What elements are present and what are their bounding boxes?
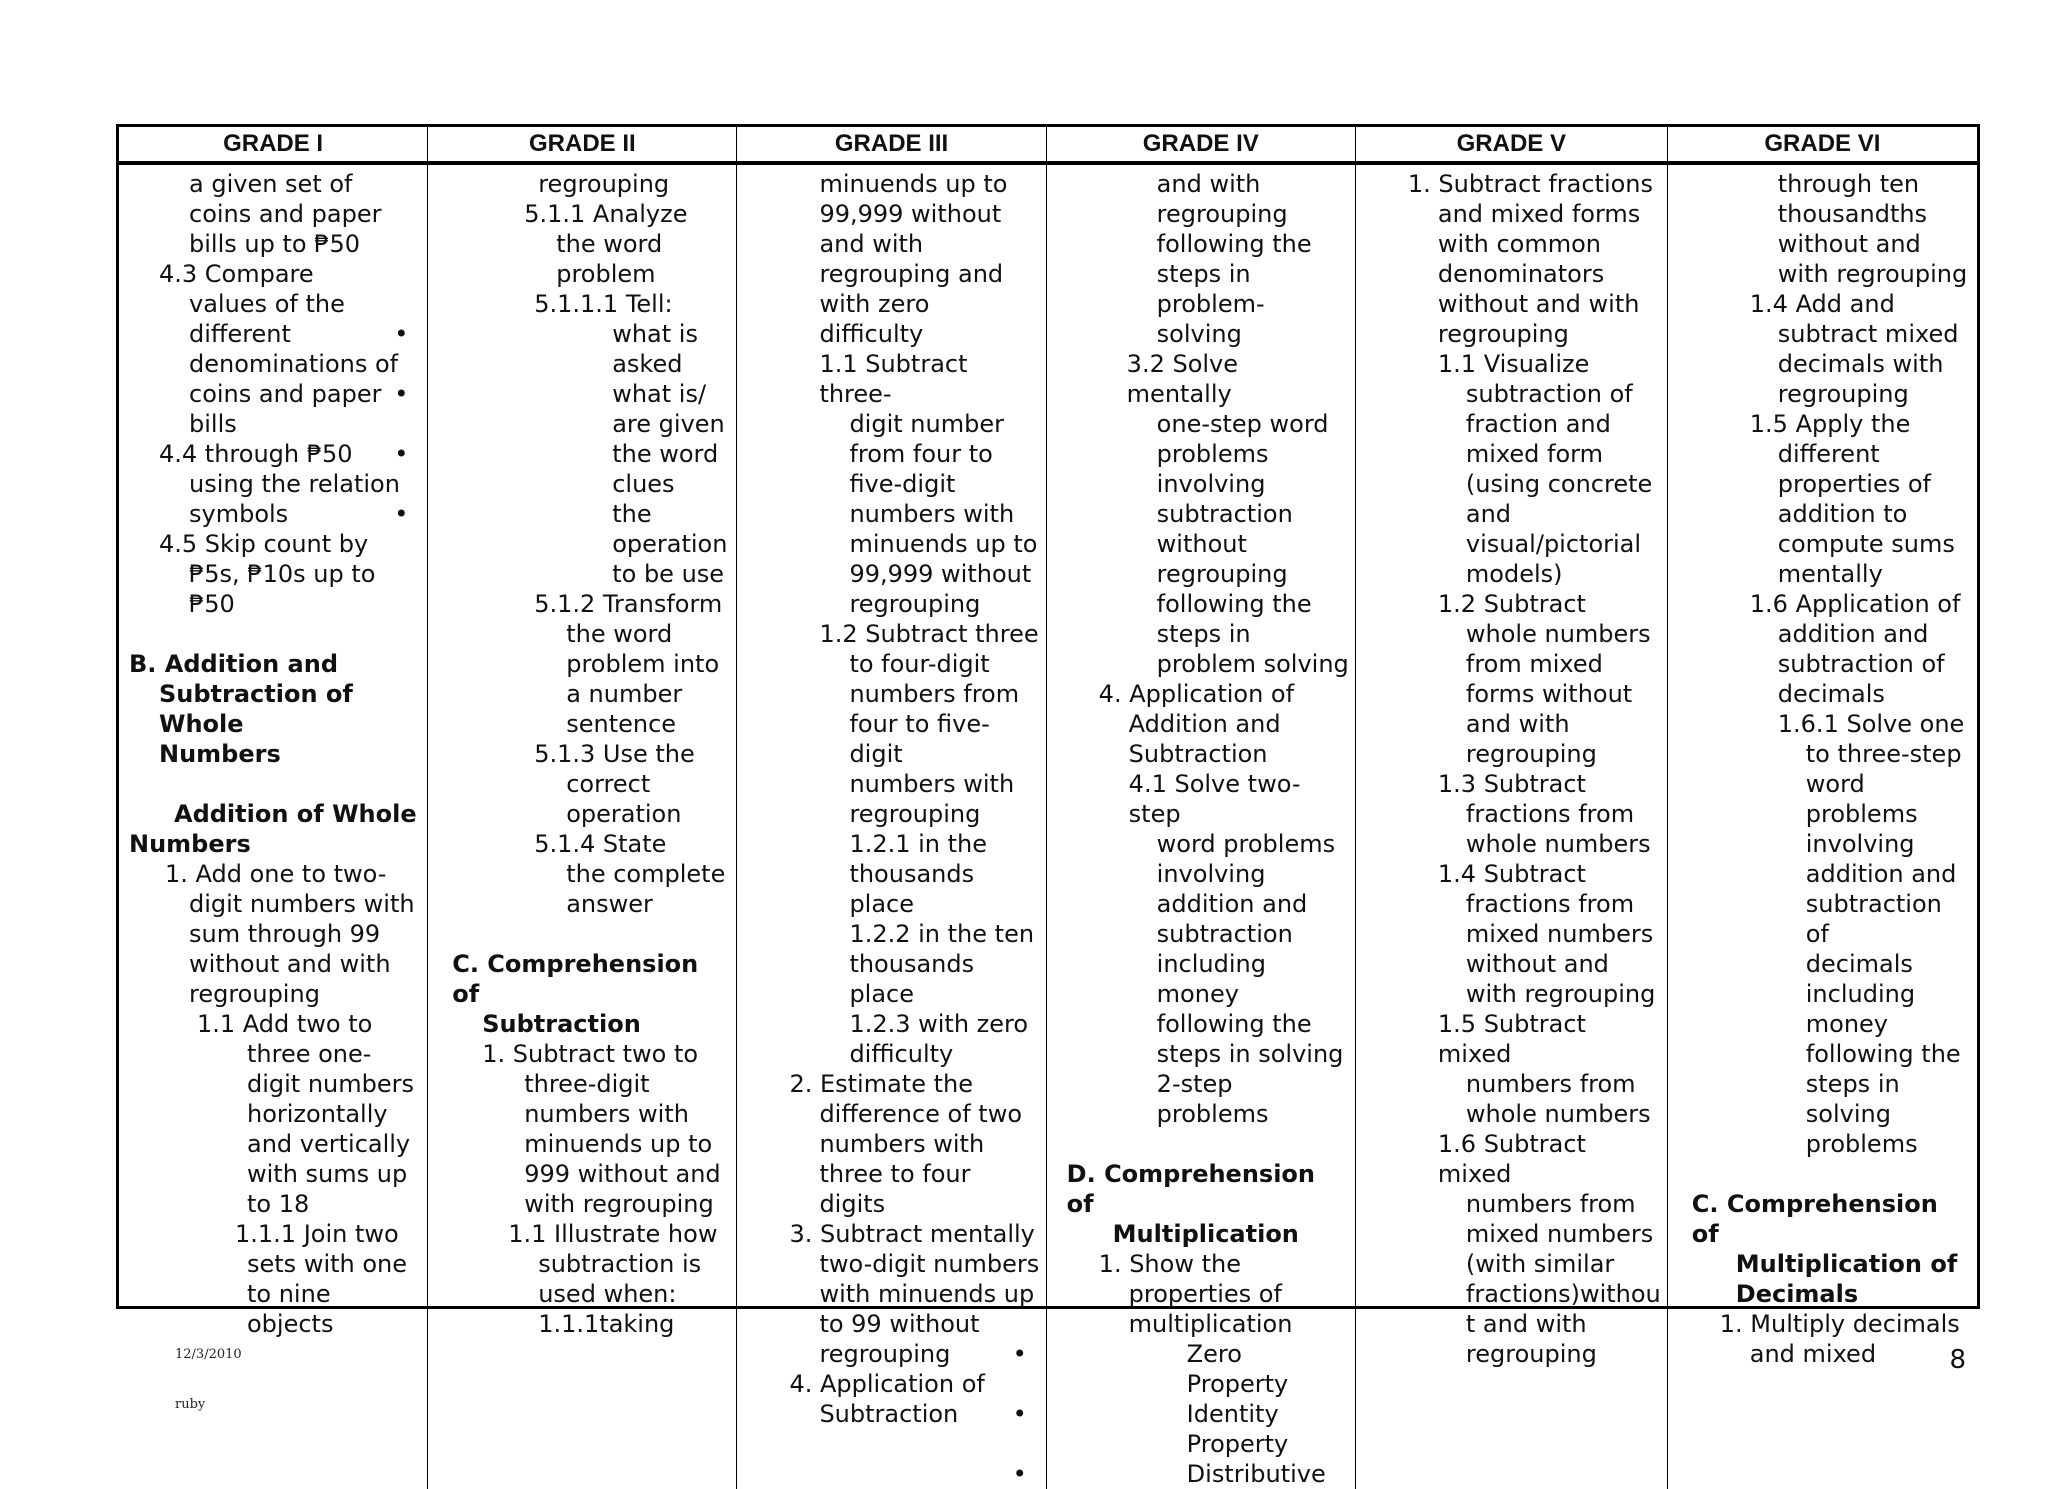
grade-4-column [1047, 165, 1356, 1489]
header-grade-3: GRADE III [737, 127, 1046, 165]
cell-line: including [1805, 980, 1916, 1008]
cell-line: problems [1805, 800, 1918, 828]
cell-line: fractions from [1465, 800, 1635, 828]
cell-line: 1.3 Subtract [1437, 770, 1586, 798]
cell-line: 1.4 Subtract [1437, 860, 1586, 888]
cell-line: and [1465, 500, 1512, 528]
cell-line: to 99 without [819, 1310, 980, 1338]
cell-line: 1. Subtract two to [482, 1040, 699, 1068]
cell-line: the complete [566, 860, 726, 888]
cell-line: word problems [1156, 830, 1336, 858]
cell-line: Addition of Whole [174, 800, 417, 828]
cell-line: problem-solving [1156, 290, 1265, 348]
cell-line: regrouping [1437, 320, 1569, 348]
cell-line: • Zero Property [1057, 1339, 1349, 1399]
cell-line: subtract mixed [1777, 320, 1959, 348]
cell-line: involving [1805, 830, 1915, 858]
cell-line: regrouping [1156, 560, 1288, 588]
grade-1-column [119, 165, 428, 1489]
cell-line: digit numbers with [189, 890, 415, 918]
cell-line: with minuends up [819, 1280, 1035, 1308]
cell-line: with zero difficulty [819, 290, 930, 348]
cell-line: B. Addition and [129, 650, 339, 678]
cell-line: mixed numbers [1465, 920, 1654, 948]
cell-line: mixed numbers [1465, 1220, 1654, 1248]
cell-line: subtraction of [1465, 380, 1633, 408]
cell-line: money [1156, 980, 1239, 1008]
cell-line: properties of [1128, 1280, 1282, 1308]
cell-line: four to five-digit [849, 710, 990, 768]
cell-line: from four to [849, 440, 993, 468]
cell-line: regrouping [538, 170, 670, 198]
cell-line: without and [1465, 950, 1609, 978]
cell-line: Numbers [129, 830, 251, 858]
cell-line: a given set of [189, 170, 353, 198]
cell-line: are given [612, 410, 725, 438]
cell-line: numbers from [1465, 1070, 1636, 1098]
cell-line: with common [1437, 230, 1601, 258]
cell-line: Property [1186, 1430, 1289, 1458]
cell-line: decimals with [1777, 350, 1944, 378]
cell-line: 1.1 Add two to [197, 1010, 373, 1038]
cell-line: decimals [1805, 950, 1913, 978]
cell-line: mentally [1777, 560, 1883, 588]
cell-line: to three-step [1805, 740, 1962, 768]
cell-line: 3.2 Solve mentally [1126, 350, 1239, 408]
cell-line: 1.1 Illustrate how [508, 1220, 718, 1248]
cell-line: through ten [1777, 170, 1920, 198]
cell-line: properties of [1777, 470, 1931, 498]
cell-line: following the [1805, 1040, 1961, 1068]
cell-line: correct [566, 770, 651, 798]
cell-line: with sums up [247, 1160, 408, 1188]
cell-line: 1.6 Application of [1749, 590, 1961, 618]
cell-line: thousands [849, 950, 975, 978]
cell-line: minuends up to [849, 530, 1038, 558]
cell-line: bills [189, 410, 237, 438]
cell-line: steps in [1156, 620, 1251, 648]
cell-line: including [1156, 950, 1266, 978]
cell-line: 5.1.2 Transform [534, 590, 723, 618]
cell-line: involving [1156, 470, 1266, 498]
cell-line: regrouping [189, 980, 320, 1008]
cell-line: place [849, 980, 915, 1008]
cell-line: Subtraction [482, 1010, 641, 1038]
cell-line: thousands [849, 860, 975, 888]
cell-line: 3. Subtract mentally [789, 1220, 1035, 1248]
cell-line: C. Comprehension of [1691, 1190, 1938, 1248]
cell-line: numbers with [849, 770, 1015, 798]
cell-line: 5.1.1 Analyze [524, 200, 688, 228]
cell-line: sets with one [247, 1250, 408, 1278]
page-number: 8 [1949, 1345, 1966, 1375]
cell-line: 1.2.2 in the ten [849, 920, 1035, 948]
cell-line: subtraction is [538, 1250, 702, 1278]
footer-date: 12/3/2010 [175, 1347, 242, 1362]
cell-line: numbers with [819, 1130, 985, 1158]
cell-line: subtraction of [1805, 890, 1942, 948]
cell-line: steps in solving [1156, 1040, 1344, 1068]
cell-line: • the [438, 499, 730, 529]
cell-line: following the [1156, 590, 1312, 618]
cell-line: 99,999 without [849, 560, 1032, 588]
cell-line: involving [1156, 860, 1266, 888]
cell-line: problems [1156, 440, 1269, 468]
cell-line: regrouping [819, 1340, 951, 1368]
cell-line: thousandths [1777, 200, 1928, 228]
cell-line: and with [819, 230, 924, 258]
cell-line: 4.5 Skip count by [159, 530, 369, 558]
cell-line: bills up to ₱50 [189, 230, 360, 258]
cell-line: used when: [538, 1280, 677, 1308]
cell-line: 4. Application of [1098, 680, 1295, 708]
cell-line: whole numbers [1465, 830, 1651, 858]
cell-line: with regrouping [1465, 980, 1656, 1008]
cell-line: 1. Show the [1098, 1250, 1241, 1278]
cell-line: different [1777, 440, 1880, 468]
header-grade-1: GRADE I [119, 127, 428, 165]
cell-line: minuends up to [524, 1130, 713, 1158]
cell-line: numbers with [849, 500, 1015, 528]
header-grade-2: GRADE II [428, 127, 737, 165]
cell-line: and vertically [247, 1130, 411, 1158]
grade-3-column [737, 165, 1046, 1489]
cell-line: • Distributive [1057, 1459, 1349, 1489]
cell-line: Multiplication [1112, 1220, 1299, 1248]
cell-line: difference of two [819, 1100, 1023, 1128]
cell-line: 4. Application of [789, 1370, 985, 1398]
cell-line: fractions from [1465, 890, 1635, 918]
cell-line: decimals [1777, 680, 1885, 708]
cell-line: coins and paper [189, 200, 382, 228]
cell-line: denominators [1437, 260, 1605, 288]
cell-line: sum through 99 [189, 920, 381, 948]
cell-line: 99,999 without [819, 200, 1002, 228]
cell-line: following the [1156, 230, 1312, 258]
cell-line: (using concrete [1465, 470, 1653, 498]
cell-line: 1. Add one to two- [165, 860, 387, 888]
cell-line: regrouping [849, 800, 981, 828]
cell-line: Subtraction [819, 1400, 959, 1428]
cell-line: mixed form [1465, 440, 1603, 468]
cell-line: numbers from [1465, 1190, 1636, 1218]
cell-line: Subtraction [1128, 740, 1268, 768]
cell-line: numbers with [524, 1100, 689, 1128]
cell-line: a number [566, 680, 683, 708]
cell-line: 5.1.4 State [534, 830, 667, 858]
cell-line: 2. Estimate the [789, 1070, 973, 1098]
cell-line: 1.2 Subtract [1437, 590, 1586, 618]
cell-line: problems [1805, 1130, 1918, 1158]
cell-line: values of the [189, 290, 345, 318]
cell-line: 1.5 Apply the [1749, 410, 1911, 438]
cell-line: 5.1.1.1 Tell: [534, 290, 673, 318]
cell-line: 1.1 Visualize [1437, 350, 1590, 378]
cell-line: without and with [1437, 290, 1640, 318]
cell-line: 1. Multiply decimals [1719, 1310, 1960, 1338]
grade-2-column [428, 165, 737, 1489]
cell-line: digit number [849, 410, 1004, 438]
cell-line: compute sums [1777, 530, 1955, 558]
cell-line: multiplication [1128, 1310, 1293, 1338]
cell-line: ₱5s, ₱10s up to [189, 560, 376, 588]
cell-line: money [1805, 1010, 1889, 1038]
cell-line: 999 without and [524, 1160, 721, 1188]
cell-line: operation [612, 530, 728, 558]
cell-line: horizontally [247, 1100, 388, 1128]
cell-line: t and with [1465, 1310, 1587, 1338]
cell-line: minuends up to [819, 170, 1008, 198]
cell-line: clues [612, 470, 675, 498]
grade-6-column [1668, 165, 1977, 1489]
cell-line: with regrouping [524, 1190, 714, 1218]
cell-line: 4.1 Solve two-step [1128, 770, 1301, 828]
cell-line: 1. Subtract fractions [1407, 170, 1654, 198]
cell-line: and with [1156, 170, 1261, 198]
cell-line: subtraction [1156, 500, 1293, 528]
cell-line: regrouping [849, 590, 981, 618]
header-grade-6: GRADE VI [1668, 127, 1977, 165]
cell-line: problem solving [1156, 650, 1349, 678]
cell-line: without [1156, 530, 1247, 558]
cell-line: • Identity [1057, 1399, 1349, 1429]
cell-line: addition and [1805, 860, 1957, 888]
cell-line [129, 769, 421, 799]
cell-line: the word [566, 620, 673, 648]
cell-line: sentence [566, 710, 677, 738]
cell-line: • what is [438, 319, 730, 349]
cell-line: answer [566, 890, 653, 918]
cell-line: from mixed [1465, 650, 1603, 678]
cell-line: 1.1 Subtract three- [819, 350, 968, 408]
cell-line: ₱50 [189, 590, 235, 618]
header-grade-4: GRADE IV [1047, 127, 1356, 165]
cell-line: without and with [189, 950, 391, 978]
cell-line: whole numbers [1465, 1100, 1651, 1128]
cell-line: models) [1465, 560, 1563, 588]
cell-line: and mixed forms [1437, 200, 1641, 228]
cell-line: 4.3 Compare [159, 260, 314, 288]
cell-line: the word [556, 230, 663, 258]
cell-line: following the [1156, 1010, 1312, 1038]
cell-line: objects [247, 1310, 334, 1338]
cell-line: solving [1805, 1100, 1891, 1128]
cell-line: problem [556, 260, 656, 288]
cell-line: D. Comprehension of [1066, 1160, 1316, 1218]
cell-line: and with [1465, 710, 1570, 738]
cell-line [438, 919, 730, 949]
cell-line: visual/pictorial [1465, 530, 1642, 558]
cell-line: Numbers [159, 740, 281, 768]
cell-line: and mixed [1749, 1340, 1877, 1368]
cell-line: regrouping [1777, 380, 1909, 408]
cell-line: using the relation [189, 470, 400, 498]
cell-line: five-digit [849, 470, 956, 498]
cell-line: operation [566, 800, 682, 828]
cell-line: regrouping and [819, 260, 1004, 288]
cell-line: digit numbers [247, 1070, 415, 1098]
cell-line: regrouping [1465, 1340, 1597, 1368]
cell-line: subtraction of [1777, 650, 1945, 678]
cell-line: regrouping [1465, 740, 1597, 768]
cell-line: 1.6 Subtract mixed [1437, 1130, 1586, 1188]
cell-line: Multiplication of [1735, 1250, 1958, 1278]
cell-line: steps in [1156, 260, 1251, 288]
cell-line: two-digit numbers [819, 1250, 1040, 1278]
cell-line: 1.2.1 in the [849, 830, 988, 858]
header-grade-5: GRADE V [1356, 127, 1668, 165]
cell-line: to four-digit [849, 650, 990, 678]
cell-line: word [1805, 770, 1865, 798]
cell-line: with regrouping [1777, 260, 1968, 288]
cell-line: addition and [1777, 620, 1929, 648]
cell-line: asked [612, 350, 683, 378]
cell-line: symbols [189, 500, 289, 528]
cell-line: different [189, 320, 291, 348]
cell-line: 1.2 Subtract three [819, 620, 1039, 648]
cell-line: addition to [1777, 500, 1908, 528]
cell-line: three one- [247, 1040, 372, 1068]
cell-line: 1.4 Add and [1749, 290, 1895, 318]
cell-line: C. Comprehension of [452, 950, 699, 1008]
cell-line: addition and [1156, 890, 1308, 918]
cell-line [1057, 1129, 1349, 1159]
cell-line: 1.1.1taking [538, 1310, 675, 1338]
cell-line: problem into [566, 650, 720, 678]
cell-line: steps in [1805, 1070, 1900, 1098]
cell-line: denominations of [189, 350, 399, 378]
cell-line: three-digit [524, 1070, 650, 1098]
cell-line: numbers from [849, 680, 1020, 708]
cell-line: place [849, 890, 915, 918]
cell-line [129, 619, 421, 649]
cell-line: difficulty [849, 1040, 954, 1068]
cell-line: 1.6.1 Solve one [1777, 710, 1965, 738]
cell-line: 5.1.3 Use the [534, 740, 695, 768]
cell-line: • the word [438, 439, 730, 469]
cell-line: to nine [247, 1280, 331, 1308]
cell-line: 1.5 Subtract mixed [1437, 1010, 1586, 1068]
cell-line: forms without [1465, 680, 1633, 708]
cell-line: to 18 [247, 1190, 310, 1218]
cell-line: fractions)withou [1465, 1280, 1661, 1308]
cell-line: Addition and [1128, 710, 1281, 738]
cell-line: without and [1777, 230, 1921, 258]
cell-line: one-step word [1156, 410, 1329, 438]
cell-line: subtraction [1156, 920, 1293, 948]
cell-line: 1.2.3 with zero [849, 1010, 1029, 1038]
cell-line: coins and paper [189, 380, 382, 408]
cell-line: 2-step problems [1156, 1070, 1269, 1128]
cell-line: whole numbers [1465, 620, 1651, 648]
cell-line: • what is/ [438, 379, 730, 409]
cell-line: fraction and [1465, 410, 1611, 438]
cell-line [1678, 1159, 1971, 1189]
cell-line: three to four digits [819, 1160, 971, 1218]
cell-line: regrouping [1156, 200, 1288, 228]
cell-line: 1.1.1 Join two [235, 1220, 399, 1248]
cell-line: Subtraction of Whole [159, 680, 353, 738]
footer-author: ruby [175, 1397, 206, 1412]
cell-line: Decimals [1735, 1280, 1859, 1308]
cell-line: (with similar [1465, 1250, 1615, 1278]
grade-5-column [1356, 165, 1668, 1489]
cell-line: to be use [612, 560, 725, 588]
cell-line: 4.4 through ₱50 [159, 440, 353, 468]
